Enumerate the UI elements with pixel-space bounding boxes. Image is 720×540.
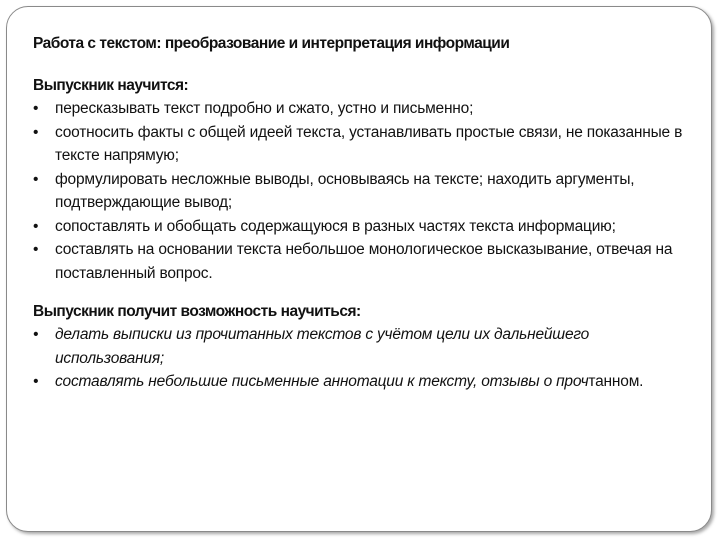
list-item xyxy=(33,97,693,121)
page-title: Работа с текстом: преобразование и интерпретация информации xyxy=(33,35,510,52)
list-item xyxy=(33,323,693,370)
list-item-text: соотносить факты с общей идеей текста, устанавливать простые связи, не показанные в тексте напрямую; xyxy=(55,123,683,164)
list-item xyxy=(33,370,693,394)
bullet-icon: • xyxy=(33,326,39,343)
list-item-text-regular: танном. xyxy=(588,373,644,390)
slide-content xyxy=(33,33,693,394)
bullet-icon: • xyxy=(33,241,39,258)
slide-frame xyxy=(6,6,712,532)
section-may-learn-heading: Выпускник получит возможность научиться: xyxy=(33,303,361,320)
bullet-icon: • xyxy=(33,217,39,235)
list-item xyxy=(33,121,693,168)
section-learns-heading: Выпускник научится: xyxy=(33,77,189,94)
list-item xyxy=(33,238,693,285)
bullet-icon: • xyxy=(33,123,39,141)
bullet-icon: • xyxy=(33,100,39,117)
section-learns-list xyxy=(33,97,693,285)
list-item-text: пересказывать текст подробно и сжато, устно и письменно; xyxy=(55,100,474,117)
list-item xyxy=(33,215,693,239)
list-item-text: сопоставлять и обобщать содержащуюся в разных частях текста информацию; xyxy=(55,217,616,235)
list-item-text: составлять на основании текста небольшое монологическое высказывание, отвечая на поставленный вопрос. xyxy=(55,241,673,282)
list-item-text-italic: делать выписки из прочитанных текстов с учётом цели их дальнейшего использования; xyxy=(55,326,590,367)
list-item xyxy=(33,168,693,215)
bullet-icon: • xyxy=(33,373,39,390)
list-item-text-italic: составлять небольшие письменные аннотации к тексту, отзывы о проч xyxy=(55,373,589,390)
bullet-icon: • xyxy=(33,170,39,188)
list-item-text: формулировать несложные выводы, основываясь на тексте; находить аргументы, подтверждающие вывод; xyxy=(55,170,635,211)
section-may-learn-list xyxy=(33,323,693,394)
